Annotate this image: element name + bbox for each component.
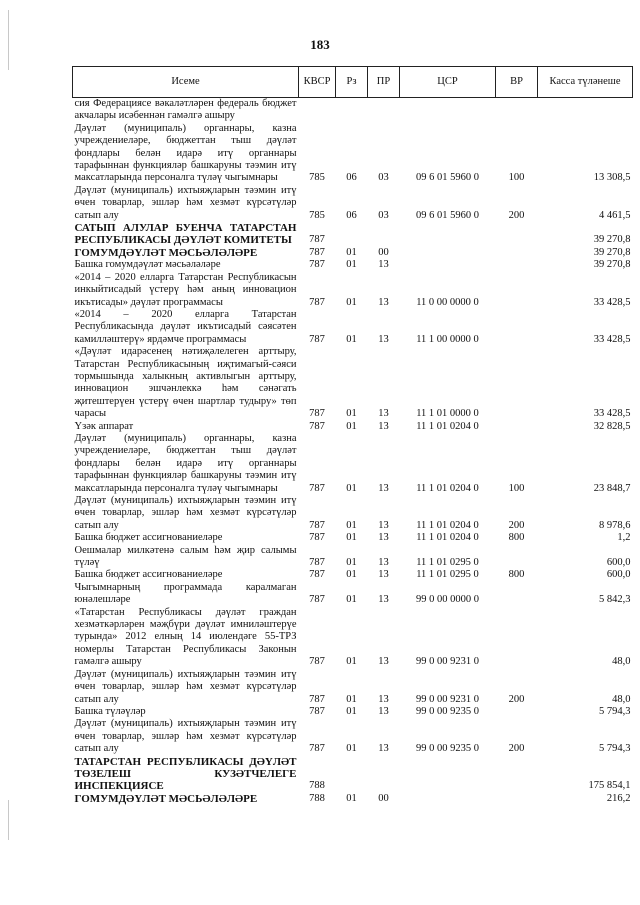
row-pr: 13 (378, 569, 389, 581)
row-rz: 01 (346, 693, 357, 705)
row-csr: 11 1 00 0000 0 (416, 333, 479, 345)
header-name: Исеме (73, 67, 299, 98)
row-vr (496, 98, 538, 123)
row-rz: 01 (346, 259, 357, 271)
row-pr: 13 (378, 532, 389, 544)
row-csr: 11 1 01 0204 0 (416, 482, 479, 494)
row-rz: 01 (346, 532, 357, 544)
row-amount: 5 794,3 (599, 705, 631, 717)
row-amount: 1,2 (617, 532, 631, 544)
table-row (73, 309, 633, 346)
table-row (73, 123, 633, 185)
row-amount: 33 428,5 (593, 408, 631, 420)
row-amount: 39 270,8 (593, 246, 631, 258)
row-amount: 13 308,5 (593, 172, 631, 184)
table-row (73, 247, 633, 259)
row-kvsr (299, 98, 336, 123)
row-pr: 13 (378, 594, 389, 606)
row-kvsr: 787 (309, 296, 325, 308)
row-kvsr: 787 (309, 693, 325, 705)
row-pr: 13 (378, 296, 389, 308)
row-csr: 09 6 01 5960 0 (416, 209, 479, 221)
table-row (73, 607, 633, 669)
row-kvsr: 787 (309, 594, 325, 606)
row-kvsr: 787 (309, 234, 325, 246)
row-name: Дәүләт (муниципаль) ихтыяҗларын тәэмин итү өчен товарлар, эшләр һәм хезмәт күрсәтүләр сатып алу (74, 184, 297, 221)
table-row (73, 569, 633, 581)
row-kvsr: 787 (309, 246, 325, 258)
header-kvsr: КВСР (299, 67, 336, 98)
margin-mark-bottom (8, 800, 9, 840)
row-rz: 01 (346, 792, 357, 804)
row-amount: 175 854,1 (588, 780, 631, 792)
row-name: «Дәүләт идарәсенең нәтиҗәлелеген арттыру, Татарстан Республикасының иҗтимагый-сәяси тормышында халыкның активлыгын арттыру, инновацион эшчәнлеккә һәм сәнәгать җитештерүен үстерү өчен шартлар тудыру» төп чарасы (74, 346, 297, 420)
row-pr: 00 (378, 246, 389, 258)
row-vr (496, 272, 538, 309)
table-row (73, 545, 633, 570)
row-pr: 13 (378, 482, 389, 494)
table-row (73, 532, 633, 544)
row-vr (496, 607, 538, 669)
table-row (73, 756, 633, 793)
row-csr: 09 6 01 5960 0 (416, 172, 479, 184)
row-kvsr: 787 (309, 532, 325, 544)
row-amount: 600,0 (606, 557, 631, 569)
table-row (73, 495, 633, 532)
row-amount: 5 794,3 (599, 743, 631, 755)
row-name: Чыгымнарның программада каралмаган юнәлешләре (74, 581, 297, 606)
row-rz: 01 (346, 408, 357, 420)
row-pr: 13 (378, 259, 389, 271)
row-name: Башка гомумдәүләт мәсьәләләре (74, 259, 221, 271)
row-name: Дәүләт (муниципаль) ихтыяҗларын тәэмин итү өчен товарлар, эшләр һәм хезмәт күрсәтүләр сатып алу (74, 495, 297, 531)
row-kvsr: 787 (309, 482, 325, 494)
row-name: ТАТАРСТАН РЕСПУБЛИКАСЫ ДӘҮЛӘТ ТӨЗЕЛЕШ КУЗӘТЧЕЛЕГЕ ИНСПЕКЦИЯСЕ (74, 755, 297, 793)
table-row (73, 272, 633, 309)
row-kvsr: 785 (309, 209, 325, 221)
row-csr (400, 259, 496, 271)
header-vr: ВР (496, 67, 538, 98)
row-csr: 99 0 00 9235 0 (416, 743, 479, 755)
row-vr (496, 247, 538, 259)
row-kvsr: 787 (309, 569, 325, 581)
row-name: Дәүләт (муниципаль) ихтыяҗларын тәэмин итү өчен товарлар, эшләр һәм хезмәт күрсәтүләр сатып алу (74, 668, 297, 705)
row-name: Оешмалар милкәтенә салым һәм җир салымы түләү (74, 544, 297, 569)
row-vr (496, 582, 538, 607)
row-vr (496, 545, 538, 570)
row-rz: 01 (346, 557, 357, 569)
row-amount: 32 828,5 (593, 420, 631, 432)
row-amount: 216,2 (606, 792, 631, 804)
row-kvsr: 787 (309, 408, 325, 420)
row-rz (336, 98, 368, 123)
table-row (73, 98, 633, 123)
row-rz: 01 (346, 296, 357, 308)
table-row (73, 433, 633, 495)
table-row (73, 222, 633, 247)
row-rz: 01 (346, 705, 357, 717)
row-amount: 23 848,7 (593, 482, 631, 494)
row-csr: 99 0 00 9235 0 (416, 705, 479, 717)
row-kvsr: 787 (309, 743, 325, 755)
row-name: сия Федерациясе вәкаләтләрен федераль бюджет акчалары исәбеннән гамәлгә ашыру (74, 98, 297, 122)
row-rz: 06 (346, 209, 357, 221)
row-csr: 11 1 01 0000 0 (416, 408, 479, 420)
header-pr: ПР (368, 67, 400, 98)
row-rz: 01 (346, 656, 357, 668)
row-vr (496, 346, 538, 420)
header-kassa: Касса түләнеше (538, 67, 633, 98)
row-csr (400, 98, 496, 123)
row-name: ГОМУМДӘҮЛӘТ МӘСЬӘЛӘЛӘРЕ (74, 792, 258, 805)
row-csr: 99 0 00 0000 0 (416, 594, 479, 606)
row-pr: 13 (378, 693, 389, 705)
row-vr (496, 793, 538, 805)
row-csr: 11 1 01 0204 0 (416, 420, 479, 432)
row-vr: 200 (508, 743, 525, 755)
row-csr (400, 222, 496, 247)
row-rz: 01 (346, 420, 357, 432)
row-pr (368, 756, 400, 793)
table-row (73, 259, 633, 271)
row-pr: 13 (378, 557, 389, 569)
page-number: 183 (310, 37, 330, 52)
table-row (73, 421, 633, 433)
row-kvsr: 787 (309, 705, 325, 717)
budget-table (72, 66, 633, 805)
row-rz: 01 (346, 482, 357, 494)
row-kvsr: 787 (309, 259, 325, 271)
row-kvsr: 787 (309, 557, 325, 569)
row-pr: 03 (378, 209, 389, 221)
row-amount: 600,0 (606, 569, 631, 581)
row-vr: 100 (508, 482, 525, 494)
row-kvsr: 787 (309, 420, 325, 432)
row-name: Башка түләүләр (74, 705, 146, 717)
row-pr: 13 (378, 705, 389, 717)
row-csr (400, 756, 496, 793)
row-rz: 01 (346, 569, 357, 581)
row-pr: 13 (378, 519, 389, 531)
row-name: САТЫП АЛУЛАР БУЕНЧА ТАТАРСТАН РЕСПУБЛИКАСЫ ДӘҮЛӘТ КОМИТЕТЫ (74, 222, 297, 247)
row-csr: 11 1 01 0295 0 (416, 569, 479, 581)
row-csr: 11 1 01 0204 0 (416, 519, 479, 531)
row-kvsr: 788 (309, 780, 325, 792)
row-vr (496, 309, 538, 346)
row-rz (336, 222, 368, 247)
row-amount: 8 978,6 (599, 519, 631, 531)
row-name: Үзәк аппарат (74, 420, 134, 432)
row-pr (368, 222, 400, 247)
row-pr: 00 (378, 792, 389, 804)
row-pr: 13 (378, 420, 389, 432)
row-pr: 13 (378, 408, 389, 420)
row-vr: 200 (508, 519, 525, 531)
row-vr (496, 756, 538, 793)
row-name: «Татарстан Республикасы дәүләт граждан хезмәткәрләрен мәҗбүри дәүләт имниләштерүе турында» 2012 елның 14 июлендәге 55-ТРЗ номерлы Татарстан Республикасы Законын гамәлгә ашыру (74, 606, 297, 668)
row-pr: 03 (378, 172, 389, 184)
row-amount: 33 428,5 (593, 296, 631, 308)
row-rz: 01 (346, 594, 357, 606)
row-name: «2014 – 2020 елларга Татарстан Республикасын инкыйтисадый үстерү һәм аның инновацион икътисады» дәүләт программасы (74, 271, 297, 308)
row-name: ГОМУМДӘҮЛӘТ МӘСЬӘЛӘЛӘРЕ (74, 246, 258, 259)
row-csr (400, 793, 496, 805)
table-row (73, 706, 633, 718)
row-rz: 01 (346, 743, 357, 755)
row-csr: 11 0 00 0000 0 (416, 296, 479, 308)
row-vr (496, 259, 538, 271)
row-name: Башка бюджет ассигнованиеләре (74, 569, 223, 581)
row-vr: 100 (508, 172, 525, 184)
row-csr: 11 1 01 0295 0 (416, 557, 479, 569)
row-pr: 13 (378, 333, 389, 345)
row-rz: 06 (346, 172, 357, 184)
row-pr (368, 98, 400, 123)
row-amount: 4 461,5 (599, 209, 631, 221)
row-amount: 48,0 (612, 656, 631, 668)
row-name: Дәүләт (муниципаль) ихтыяҗларын тәэмин итү өчен товарлар, эшләр һәм хезмәт күрсәтүләр сатып алу (74, 718, 297, 755)
row-kvsr: 787 (309, 656, 325, 668)
row-csr (400, 247, 496, 259)
row-csr: 11 1 01 0204 0 (416, 532, 479, 544)
row-amount: 48,0 (612, 693, 631, 705)
row-vr: 200 (508, 209, 525, 221)
row-kvsr: 787 (309, 519, 325, 531)
row-rz: 01 (346, 519, 357, 531)
header-row (73, 67, 633, 98)
row-csr: 99 0 00 9231 0 (416, 693, 479, 705)
row-kvsr: 787 (309, 333, 325, 345)
table-row (73, 669, 633, 706)
row-vr (496, 421, 538, 433)
table-body (73, 98, 633, 806)
row-name: Дәүләт (муниципаль) органнары, казна учреждениеләре, бюджеттан тыш дәүләт фондлары белән идарә итү органнары тарафыннан функцияләр башкаруны тәэмин итү максатларында персоналга түләү чыгымнары (74, 122, 297, 184)
row-pr: 13 (378, 743, 389, 755)
row-amount (538, 98, 633, 123)
row-vr: 800 (508, 569, 525, 581)
row-name: «2014 – 2020 елларга Татарстан Республикасында дәүләт икътисадый сәясәтен камилләштерү» ярдәмче программасы (74, 308, 297, 345)
row-rz (336, 756, 368, 793)
row-vr: 800 (508, 532, 525, 544)
table-row (73, 185, 633, 222)
header-csr: ЦСР (400, 67, 496, 98)
table-row (73, 718, 633, 755)
row-name: Дәүләт (муниципаль) органнары, казна учреждениеләре, бюджеттан тыш дәүләт фондлары белән идарә итү органнары тарафыннан функцияләр башкаруны тәэмин итү максатларында персоналга түләү чыгымнары (74, 432, 297, 494)
table-row (73, 582, 633, 607)
table-row (73, 793, 633, 805)
row-csr: 99 0 00 9231 0 (416, 656, 479, 668)
row-kvsr: 785 (309, 172, 325, 184)
header-rz: Рз (336, 67, 368, 98)
row-amount: 39 270,8 (593, 234, 631, 246)
row-amount: 5 842,3 (599, 594, 631, 606)
row-kvsr: 788 (309, 792, 325, 804)
row-vr (496, 706, 538, 718)
table-row (73, 346, 633, 420)
row-vr: 200 (508, 693, 525, 705)
row-rz: 01 (346, 246, 357, 258)
row-rz: 01 (346, 333, 357, 345)
row-pr: 13 (378, 656, 389, 668)
row-name: Башка бюджет ассигнованиеләре (74, 532, 223, 544)
row-amount: 39 270,8 (593, 259, 631, 271)
row-vr (496, 222, 538, 247)
row-amount: 33 428,5 (593, 333, 631, 345)
